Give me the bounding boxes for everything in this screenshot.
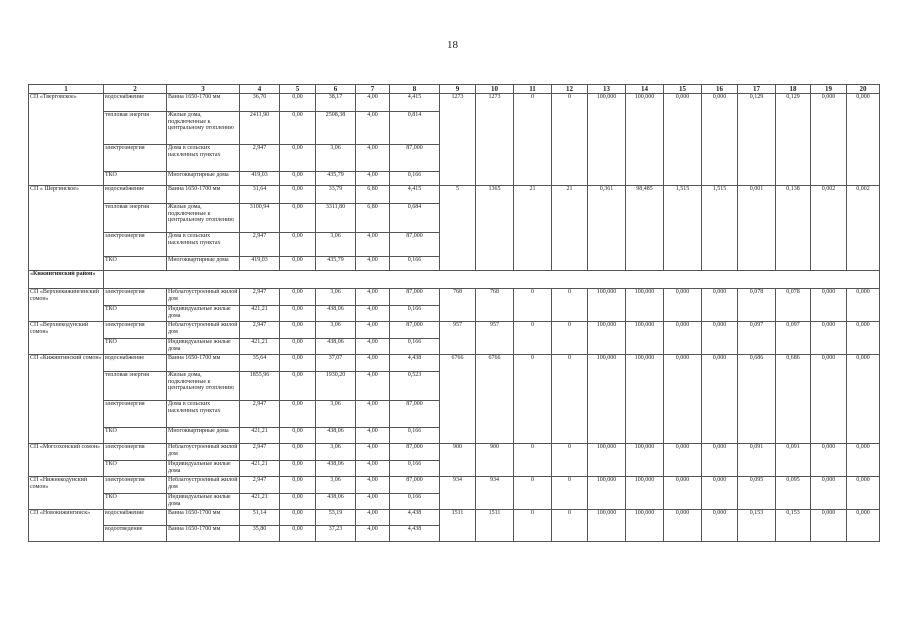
table-cell: 421,21 (240, 461, 280, 477)
table-cell: 900 (440, 444, 476, 477)
table-cell: 0 (552, 289, 588, 322)
table-cell: СП «Могсохонский сомон» (29, 444, 104, 477)
table-cell: 4,00 (356, 477, 390, 494)
table-cell: 0,00 (280, 172, 316, 186)
table-cell: 0,000 (847, 355, 880, 444)
table-cell: 1511 (440, 510, 476, 542)
table-cell: тепловая энергия (104, 204, 167, 233)
table-cell: 0,00 (280, 444, 316, 461)
table-cell: водоснабжение (104, 186, 167, 204)
table-cell: 38,17 (316, 94, 356, 112)
table-cell: 3,06 (316, 233, 356, 257)
table-cell: 934 (440, 477, 476, 510)
column-header: 14 (626, 85, 664, 94)
table-cell: 0,00 (280, 94, 316, 112)
table-cell: 3311,80 (316, 204, 356, 233)
table-cell: 4,00 (356, 444, 390, 461)
column-header: 20 (847, 85, 880, 94)
table-cell: 1,515 (702, 186, 738, 271)
table-cell: 2,947 (240, 233, 280, 257)
table-cell: 0,00 (280, 322, 316, 339)
column-header: 6 (316, 85, 356, 94)
column-header: 12 (552, 85, 588, 94)
table-cell: 3100,94 (240, 204, 280, 233)
table-cell: 0,000 (811, 355, 847, 444)
table-header-row (29, 85, 880, 94)
table-cell: 100,000 (588, 322, 626, 355)
table-cell: 0,129 (738, 94, 776, 186)
table-cell: 4,00 (356, 510, 390, 526)
table-row (29, 355, 880, 372)
table-cell: 438,06 (316, 461, 356, 477)
table-cell: 1511 (476, 510, 514, 542)
table-cell: 0,523 (390, 372, 440, 401)
column-header: 15 (664, 85, 702, 94)
table-row (29, 444, 880, 461)
table-cell: 0,00 (280, 186, 316, 204)
table-cell: 87,000 (390, 444, 440, 461)
table-cell: 0,814 (390, 112, 440, 145)
table-cell: 1,515 (664, 186, 702, 271)
table-cell: 0,095 (776, 477, 811, 510)
table-cell: 4,00 (356, 372, 390, 401)
table-cell: 0,166 (390, 428, 440, 444)
table-cell: 0,000 (847, 94, 880, 186)
table-cell: 0 (552, 355, 588, 444)
table-cell: 100,000 (588, 477, 626, 510)
table-cell: 2,947 (240, 145, 280, 172)
table-cell: 4,415 (390, 186, 440, 204)
table-cell: Ванна 1650-1700 мм (167, 94, 240, 112)
table-cell: 6,80 (356, 186, 390, 204)
table-cell: 0,000 (664, 289, 702, 322)
table-cell: 2,947 (240, 322, 280, 339)
table-cell: 3,06 (316, 322, 356, 339)
table-cell: 4,00 (356, 494, 390, 510)
table-cell: 0,00 (280, 510, 316, 526)
table-cell: Индивидуальные жилые дома (167, 306, 240, 322)
table-cell: водоснабжение (104, 355, 167, 372)
table-cell: 0 (552, 477, 588, 510)
table-cell: 900 (476, 444, 514, 477)
column-header: 11 (514, 85, 552, 94)
table-cell: 0 (514, 477, 552, 510)
table-cell: ТКО (104, 461, 167, 477)
table-cell: 31,64 (240, 186, 280, 204)
table-cell: Жилые дома, подключенные к центральному отоплению (167, 204, 240, 233)
table-cell: Неблагоустроенный жилой дом (167, 289, 240, 306)
table-cell: 33,79 (316, 186, 356, 204)
table-cell: 0,361 (588, 186, 626, 271)
table-cell: 0,000 (702, 289, 738, 322)
table-cell: СП « Шергинское» (29, 186, 104, 271)
table-cell: 100,000 (626, 444, 664, 477)
table-cell: 37,23 (316, 526, 356, 542)
table-cell: 0,000 (847, 477, 880, 510)
table-cell: 0,000 (664, 94, 702, 186)
table-cell: Многоквартирные дома (167, 428, 240, 444)
table-cell: электроэнергия (104, 289, 167, 306)
table-cell: 0,000 (702, 444, 738, 477)
table-cell: 6766 (476, 355, 514, 444)
table-cell: 3,06 (316, 289, 356, 306)
table-cell: 0,097 (738, 322, 776, 355)
table-cell: СП «Кижингинский сомон» (29, 355, 104, 444)
column-header: 5 (280, 85, 316, 94)
table-cell: 87,000 (390, 477, 440, 494)
table-cell: 421,21 (240, 306, 280, 322)
table-cell: 0,000 (811, 444, 847, 477)
table-cell (104, 271, 880, 289)
table-cell: СП «Новокижингинск» (29, 510, 104, 542)
table-cell: электроэнергия (104, 322, 167, 339)
table-cell: 0,166 (390, 257, 440, 271)
table-cell: 0,000 (664, 444, 702, 477)
table-cell: 0,00 (280, 355, 316, 372)
table-cell: 419,03 (240, 172, 280, 186)
table-cell: 100,000 (626, 477, 664, 510)
table-cell: 0,001 (738, 186, 776, 271)
table-cell: 957 (440, 322, 476, 355)
table-cell: Индивидуальные жилые дома (167, 339, 240, 355)
table-cell: 0,002 (811, 186, 847, 271)
table-cell: 0,138 (776, 186, 811, 271)
table-cell: 3,06 (316, 477, 356, 494)
table-cell: Ванна 1650-1700 мм (167, 526, 240, 542)
table-cell: 0,00 (280, 306, 316, 322)
table-cell: 4,00 (356, 145, 390, 172)
table-cell: 0 (552, 94, 588, 186)
table-cell: 100,000 (626, 94, 664, 186)
table-row (29, 289, 880, 306)
table-cell: водоснабжение (104, 94, 167, 112)
table-cell: 2,947 (240, 477, 280, 494)
table-cell: ТКО (104, 494, 167, 510)
table-cell: Дома в сельских населенных пунктах (167, 401, 240, 428)
table-cell: 0,000 (702, 510, 738, 542)
table-cell: 37,07 (316, 355, 356, 372)
table-cell: Многоквартирные дома (167, 257, 240, 271)
table-cell: 438,06 (316, 494, 356, 510)
table-cell: 0,166 (390, 339, 440, 355)
table-cell: 0 (552, 444, 588, 477)
table-cell: 0,000 (811, 510, 847, 542)
table-cell: 0,000 (664, 477, 702, 510)
column-header: 2 (104, 85, 167, 94)
table-cell: Дома в сельских населенных пунктах (167, 145, 240, 172)
table-cell: 0,166 (390, 306, 440, 322)
table-cell: СП «Верхнекодунский сомон» (29, 322, 104, 355)
table-cell: 0,000 (847, 444, 880, 477)
table-cell: 0,166 (390, 461, 440, 477)
table-cell: 21 (514, 186, 552, 271)
table-cell: Ванна 1650-1700 мм (167, 510, 240, 526)
table-cell: 4,00 (356, 257, 390, 271)
table-cell: 2508,38 (316, 112, 356, 145)
table-cell: 957 (476, 322, 514, 355)
table-cell: 100,000 (626, 322, 664, 355)
table-row (29, 510, 880, 526)
table-cell: 53,19 (316, 510, 356, 526)
table-cell: 4,00 (356, 172, 390, 186)
table-cell: 438,06 (316, 428, 356, 444)
table-cell: Многоквартирные дома (167, 172, 240, 186)
column-header: 19 (811, 85, 847, 94)
table-cell: 0,00 (280, 233, 316, 257)
table-cell: 0 (514, 510, 552, 542)
table-cell: 0,00 (280, 477, 316, 494)
column-header: 1 (29, 85, 104, 94)
district-row (29, 271, 880, 289)
table-cell: 100,000 (588, 289, 626, 322)
table-cell: ТКО (104, 306, 167, 322)
table-cell: 4,00 (356, 94, 390, 112)
table-cell: 0,000 (702, 94, 738, 186)
table-cell: 100,000 (588, 510, 626, 542)
table-cell: 2,947 (240, 289, 280, 306)
table-cell: водоснабжение (104, 510, 167, 526)
table-cell: 0,000 (664, 510, 702, 542)
table-cell: Ванна 1650-1700 мм (167, 186, 240, 204)
table-cell: 5 (440, 186, 476, 271)
table-cell: 100,000 (626, 510, 664, 542)
table-cell: 3,06 (316, 444, 356, 461)
table-cell: 4,00 (356, 461, 390, 477)
column-header: 10 (476, 85, 514, 94)
table-cell: 3,06 (316, 145, 356, 172)
table-cell: 0,686 (776, 355, 811, 444)
table-cell: электроэнергия (104, 401, 167, 428)
table-cell: 6,80 (356, 204, 390, 233)
table-cell: 98,485 (626, 186, 664, 271)
table-cell: 0,00 (280, 494, 316, 510)
table-cell: 438,06 (316, 339, 356, 355)
table-cell: 35,64 (240, 355, 280, 372)
table-cell: СП «Нижнекодунский сомон» (29, 477, 104, 510)
table-cell: 4,438 (390, 526, 440, 542)
table-cell: 0,091 (776, 444, 811, 477)
table-cell: 51,14 (240, 510, 280, 526)
table-cell: тепловая энергия (104, 112, 167, 145)
table-cell: 0,00 (280, 526, 316, 542)
table-row (29, 477, 880, 494)
table-cell: 4,00 (356, 355, 390, 372)
table-cell: 0,000 (847, 322, 880, 355)
table-cell: 87,000 (390, 401, 440, 428)
table-cell: 2411,90 (240, 112, 280, 145)
table-cell: 21 (552, 186, 588, 271)
page-number: 18 (447, 39, 458, 51)
table-cell: 87,000 (390, 289, 440, 306)
table-cell: 0,00 (280, 112, 316, 145)
table-cell: 0,000 (847, 510, 880, 542)
table-cell: 0 (514, 322, 552, 355)
column-header: 7 (356, 85, 390, 94)
table-cell: 438,06 (316, 306, 356, 322)
table-cell: 0,684 (390, 204, 440, 233)
table-cell: 0 (514, 355, 552, 444)
table-cell: 0,00 (280, 461, 316, 477)
table-cell: 2,947 (240, 444, 280, 461)
table-cell: 0,00 (280, 145, 316, 172)
table-cell: 435,79 (316, 172, 356, 186)
table-cell: 1930,20 (316, 372, 356, 401)
table-cell: 0,129 (776, 94, 811, 186)
column-header: 16 (702, 85, 738, 94)
table-cell: 0,000 (664, 322, 702, 355)
table-cell: 4,00 (356, 339, 390, 355)
table-cell: 421,21 (240, 428, 280, 444)
table-cell: 0,000 (811, 289, 847, 322)
table-cell: 100,000 (588, 444, 626, 477)
table-cell: Жилые дома, подключенные к центральному отоплению (167, 112, 240, 145)
table-cell: 421,21 (240, 494, 280, 510)
table-cell: Неблагоустроенный жилой дом (167, 477, 240, 494)
table-cell: 0,000 (664, 355, 702, 444)
table-cell: 35,80 (240, 526, 280, 542)
column-header: 3 (167, 85, 240, 94)
table-cell: 0,00 (280, 257, 316, 271)
table-cell: 0,00 (280, 339, 316, 355)
table-cell: ТКО (104, 172, 167, 186)
table-cell: 1273 (440, 94, 476, 186)
tariff-table (28, 84, 880, 542)
table-cell: 4,00 (356, 322, 390, 339)
table-cell: 0 (552, 322, 588, 355)
table-cell: 0,00 (280, 204, 316, 233)
table-cell: 0,166 (390, 494, 440, 510)
table-cell: электроэнергия (104, 233, 167, 257)
column-header: 18 (776, 85, 811, 94)
table-cell: 768 (440, 289, 476, 322)
table-cell: 1273 (476, 94, 514, 186)
table-cell: 3,06 (316, 401, 356, 428)
table-cell: 0,000 (702, 322, 738, 355)
table-cell: 0,000 (702, 355, 738, 444)
table-cell: ТКО (104, 339, 167, 355)
table-cell: СП «Тверговское» (29, 94, 104, 186)
table-cell: 2,947 (240, 401, 280, 428)
table-cell: 0,000 (847, 289, 880, 322)
table-cell: СП «Верхнекижингинский сомон» (29, 289, 104, 322)
column-header: 4 (240, 85, 280, 94)
column-header: 8 (390, 85, 440, 94)
table-cell: водоотведение (104, 526, 167, 542)
table-cell: Индивидуальные жилые дома (167, 494, 240, 510)
table-cell: 0,00 (280, 401, 316, 428)
table-cell: 0,097 (776, 322, 811, 355)
table-cell: 4,00 (356, 112, 390, 145)
table-row (29, 94, 880, 112)
table-cell: ТКО (104, 257, 167, 271)
table-cell: 421,21 (240, 339, 280, 355)
table-cell: Жилые дома, подключенные к центральному отоплению (167, 372, 240, 401)
table-cell: 0,078 (738, 289, 776, 322)
table-cell: 4,438 (390, 355, 440, 372)
table-cell: Индивидуальные жилые дома (167, 461, 240, 477)
table-cell: 0,000 (811, 477, 847, 510)
table-cell: 100,000 (626, 289, 664, 322)
table-cell: 0,686 (738, 355, 776, 444)
table-cell: 4,00 (356, 401, 390, 428)
table-cell: 100,000 (588, 355, 626, 444)
table-cell: 0 (552, 510, 588, 542)
table-cell: 4,00 (356, 428, 390, 444)
table-cell: 419,03 (240, 257, 280, 271)
table-cell: 0,095 (738, 477, 776, 510)
table-cell: ТКО (104, 428, 167, 444)
table-row (29, 186, 880, 204)
table-cell: 0 (514, 444, 552, 477)
table-cell: 4,00 (356, 306, 390, 322)
table-cell: Неблагоустроенный жилой дом (167, 444, 240, 461)
table-cell: 87,000 (390, 145, 440, 172)
table-cell: 0 (514, 94, 552, 186)
table-cell: тепловая энергия (104, 372, 167, 401)
table-cell: 0,00 (280, 289, 316, 306)
table-cell: 4,00 (356, 233, 390, 257)
table-cell: 4,415 (390, 94, 440, 112)
table-cell: 1855,96 (240, 372, 280, 401)
table-cell: 435,79 (316, 257, 356, 271)
table-cell: 0,00 (280, 428, 316, 444)
table-cell: 0,078 (776, 289, 811, 322)
column-header: 9 (440, 85, 476, 94)
table-cell: электроэнергия (104, 145, 167, 172)
table-cell: 0,000 (702, 477, 738, 510)
table-cell: Ванна 1650-1700 мм (167, 355, 240, 372)
table-cell: 0,002 (847, 186, 880, 271)
column-header: 13 (588, 85, 626, 94)
table-cell: 934 (476, 477, 514, 510)
table-cell: 0,00 (280, 372, 316, 401)
table-cell: 100,000 (588, 94, 626, 186)
column-header: 17 (738, 85, 776, 94)
table-cell: 1365 (476, 186, 514, 271)
table-cell: 0,091 (738, 444, 776, 477)
table-cell: электроэнергия (104, 444, 167, 461)
table-cell: 87,000 (390, 322, 440, 339)
table-cell: 768 (476, 289, 514, 322)
table-cell: 0,153 (776, 510, 811, 542)
table-cell: 100,000 (626, 355, 664, 444)
table-cell: Неблагоустроенный жилой дом (167, 322, 240, 339)
table-cell: 36,70 (240, 94, 280, 112)
table-cell: Дома в сельских населенных пунктах (167, 233, 240, 257)
table-cell: «Кижингинский район» (29, 271, 104, 289)
table-cell: 4,00 (356, 526, 390, 542)
table-cell: 0 (514, 289, 552, 322)
table-cell: 0,000 (811, 94, 847, 186)
table-row (29, 322, 880, 339)
table-cell: 4,438 (390, 510, 440, 526)
table-cell: 0,153 (738, 510, 776, 542)
table-cell: 87,000 (390, 233, 440, 257)
table-cell: 0,000 (811, 322, 847, 355)
table-cell: электроэнергия (104, 477, 167, 494)
table-cell: 0,166 (390, 172, 440, 186)
table-cell: 4,00 (356, 289, 390, 306)
table-cell: 6766 (440, 355, 476, 444)
